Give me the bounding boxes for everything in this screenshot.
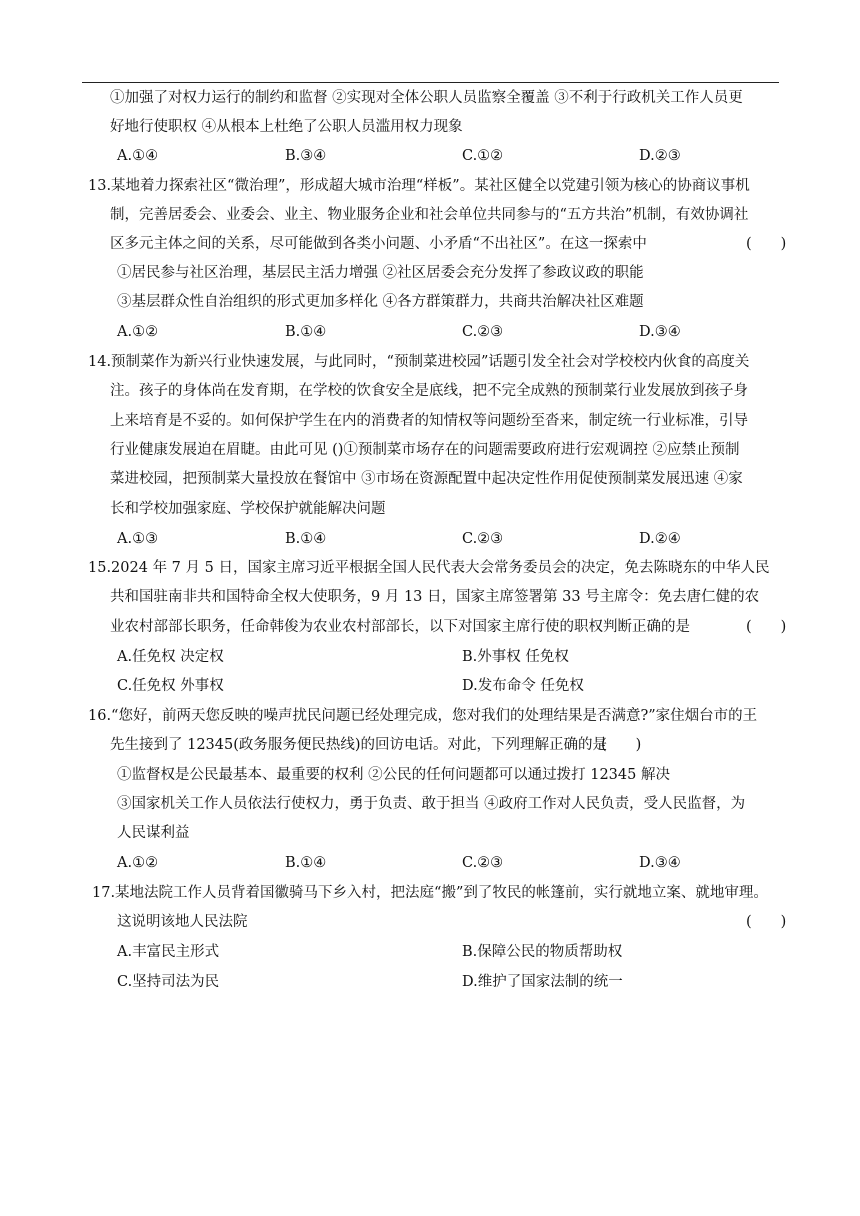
q14-stem-line-3: 上来培育是不妥的。如何保护学生在内的消费者的知情权等问题纷至沓来，制定统一行业标准，引导 (110, 413, 748, 429)
q12-option-a[interactable]: A.①④ (117, 148, 159, 164)
q12-statement-line-1: ①加强了对权力运行的制约和监督 ②实现对全体公职人员监察全覆盖 ③不利于行政机关工作人员更 (110, 90, 743, 106)
q16-answer-blank[interactable]: ( ) (601, 737, 642, 753)
q16-statement-line-3: 人民谋利益 (117, 825, 190, 841)
q14-stem-line-5: 菜进校园，把预制菜大量投放在餐馆中 ③市场在资源配置中起决定性作用促使预制菜发展迅速 ④家 (110, 471, 743, 487)
q13-option-b[interactable]: B.①④ (285, 324, 327, 340)
q16-statement-line-1: ①监督权是公民最基本、最重要的权利 ②公民的任何问题都可以通过拨打 12345 解决 (117, 767, 670, 783)
q15-option-a[interactable]: A.任免权 决定权 (117, 649, 224, 665)
q13-stem-line-3: 区多元主体之间的关系，尽可能做到各类小问题、小矛盾“不出社区”。在这一探索中 (110, 236, 647, 252)
q17-stem-line-1: 17.某地法院工作人员背着国徽骑马下乡入村，把法庭“搬”到了牧民的帐篷前，实行就地立案、就地审理。 (92, 885, 768, 901)
q14-option-c[interactable]: C.②③ (462, 531, 504, 547)
q12-statement-line-2: 好地行使职权 ④从根本上杜绝了公职人员滥用权力现象 (110, 119, 463, 135)
q13-statement-line-2: ③基层群众性自治组织的形式更加多样化 ④各方群策群力，共商共治解决社区难题 (117, 294, 644, 310)
q13-option-c[interactable]: C.②③ (462, 324, 504, 340)
q16-stem-line-1: 16.“您好，前两天您反映的噪声扰民问题已经处理完成，您对我们的处理结果是否满意?”家住烟台市的王 (88, 708, 758, 724)
q16-stem-line-2: 先生接到了 12345(政务服务便民热线)的回访电话。对此，下列理解正确的是 (110, 737, 608, 753)
q12-option-c[interactable]: C.①② (462, 148, 504, 164)
q17-option-c[interactable]: C.坚持司法为民 (117, 974, 220, 990)
q16-statement-line-2: ③国家机关工作人员依法行使权力，勇于负责、敢于担当 ④政府工作对人民负责，受人民监督，为 (117, 796, 746, 812)
q13-stem-line-1: 13.某地着力探索社区“微治理”，形成超大城市治理“样板”。某社区健全以党建引领为核心的协商议事机 (88, 178, 750, 194)
q16-option-a[interactable]: A.①② (117, 855, 159, 871)
q13-answer-blank[interactable]: ( ) (746, 236, 787, 252)
q17-answer-blank[interactable]: ( ) (746, 914, 787, 930)
q14-stem-line-6: 长和学校加强家庭、学校保护就能解决问题 (110, 501, 386, 517)
q15-option-b[interactable]: B.外事权 任免权 (462, 649, 569, 665)
q17-option-a[interactable]: A.丰富民主形式 (117, 944, 220, 960)
q16-option-d[interactable]: D.③④ (639, 855, 681, 871)
q14-option-b[interactable]: B.①④ (285, 531, 327, 547)
q15-stem-line-1: 15.2024 年 7 月 5 日，国家主席习近平根据全国人民代表大会常务委员会的决定，免去陈晓东的中华人民 (88, 560, 770, 576)
q16-option-b[interactable]: B.①④ (285, 855, 327, 871)
q12-option-d[interactable]: D.②③ (639, 148, 681, 164)
q13-statement-line-1: ①居民参与社区治理，基层民主活力增强 ②社区居委会充分发挥了参政议政的职能 (117, 265, 644, 281)
q14-option-a[interactable]: A.①③ (117, 531, 159, 547)
q15-option-d[interactable]: D.发布命令 任免权 (462, 678, 584, 694)
q14-stem-line-1: 14.预制菜作为新兴行业快速发展，与此同时，“预制菜进校园”话题引发全社会对学校校内伙食的高度关 (88, 354, 750, 370)
q13-option-d[interactable]: D.③④ (639, 324, 681, 340)
q17-option-d[interactable]: D.维护了国家法制的统一 (462, 974, 623, 990)
q15-stem-line-2: 共和国驻南非共和国特命全权大使职务，9 月 13 日，国家主席签署第 33 号主席令：免去唐仁健的农 (110, 589, 760, 605)
q13-stem-line-2: 制，完善居委会、业委会、业主、物业服务企业和社会单位共同参与的“五方共治”机制，有效协调社 (110, 207, 749, 223)
q13-option-a[interactable]: A.①② (117, 324, 159, 340)
q12-option-b[interactable]: B.③④ (285, 148, 327, 164)
q15-answer-blank[interactable]: ( ) (746, 619, 787, 635)
q15-option-c[interactable]: C.任免权 外事权 (117, 678, 224, 694)
q14-option-d[interactable]: D.②④ (639, 531, 681, 547)
q14-stem-line-4: 行业健康发展迫在眉睫。由此可见 ()①预制菜市场存在的问题需要政府进行宏观调控 ②应禁止预制 (110, 442, 740, 458)
q15-stem-line-3: 业农村部部长职务，任命韩俊为农业农村部部长，以下对国家主席行使的职权判断正确的是 (110, 619, 690, 635)
q16-option-c[interactable]: C.②③ (462, 855, 504, 871)
q17-stem-line-2: 这说明该地人民法院 (117, 914, 248, 930)
q17-option-b[interactable]: B.保障公民的物质帮助权 (462, 944, 623, 960)
q14-stem-line-2: 注。孩子的身体尚在发育期，在学校的饮食安全是底线，把不完全成熟的预制菜行业发展放到孩子身 (110, 383, 748, 399)
header-rule (82, 82, 779, 83)
